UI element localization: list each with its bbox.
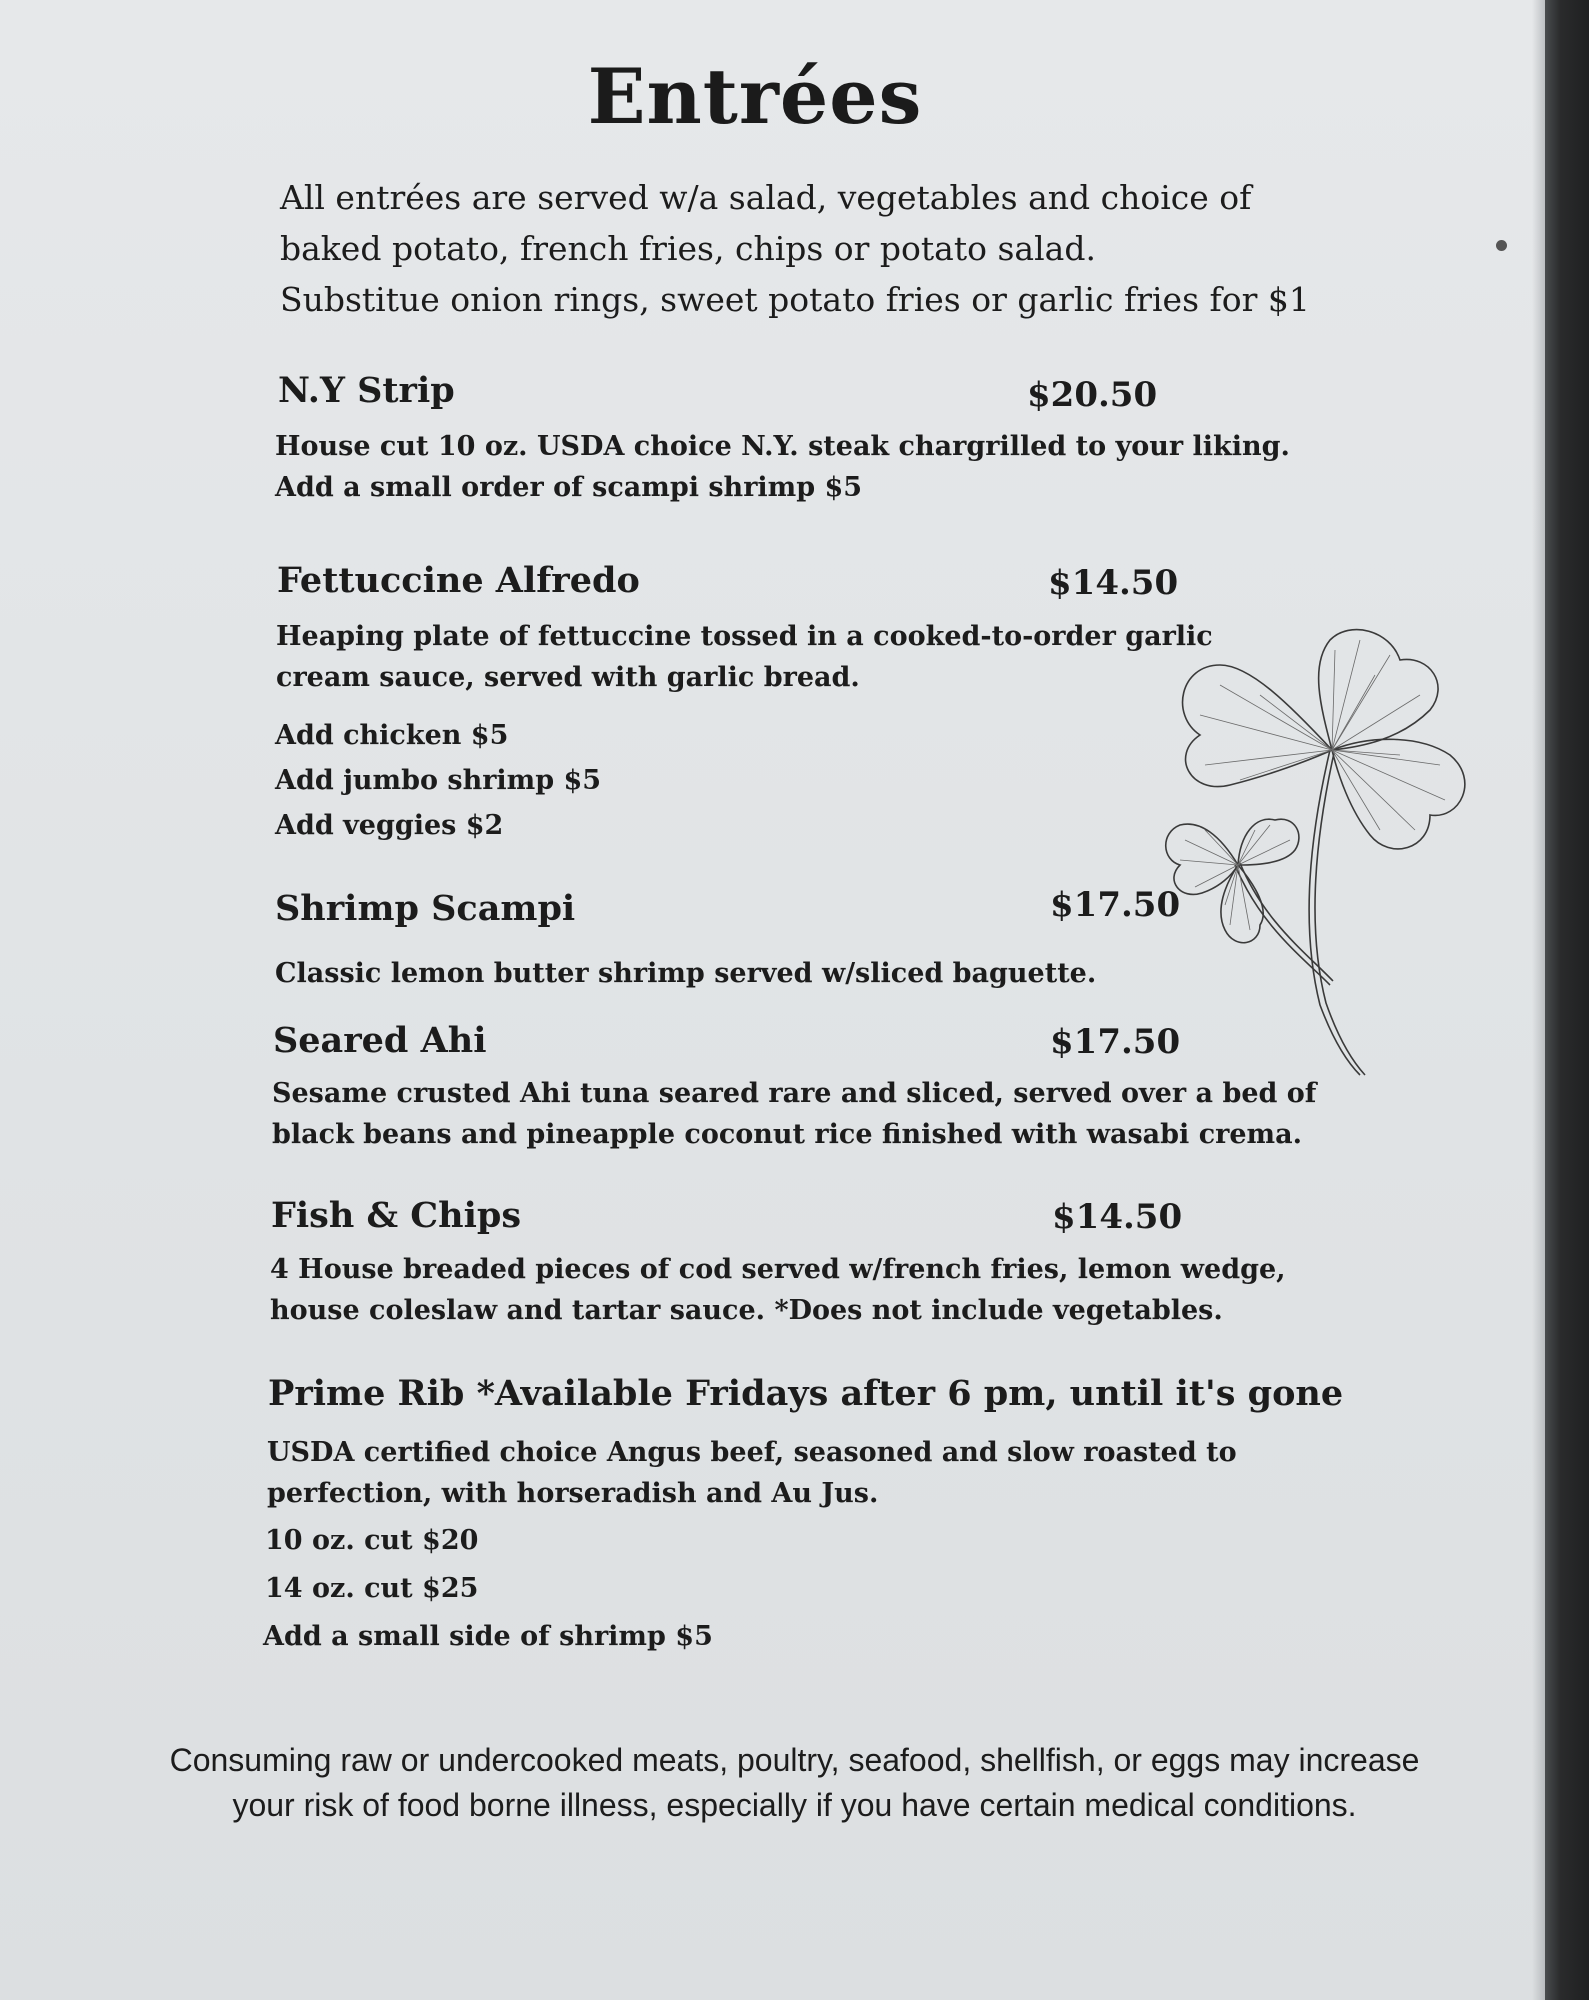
desc-line: house coleslaw and tartar sauce. *Does not include vegetables. [270,1295,1223,1326]
clover-illustration-icon [1160,625,1480,1085]
intro-text [280,172,1310,325]
desc-line: Add a small order of scampi shrimp $5 [275,472,863,503]
item-price-seared-ahi: $17.50 [1050,1022,1181,1062]
disclaimer-line: Consuming raw or undercooked meats, poultry, seafood, shellfish, or eggs may increase [169,1742,1420,1778]
item-price-shrimp-scampi: $17.50 [1050,885,1181,925]
disclaimer-line: your risk of food borne illness, especially if you have certain medical conditions. [232,1787,1357,1823]
addon-10oz-cut: 10 oz. cut $20 [265,1525,479,1556]
item-desc-fish-and-chips [270,1249,1286,1331]
menu-binder [1545,0,1589,2000]
item-name-shrimp-scampi: Shrimp Scampi [275,888,576,929]
desc-line: Classic lemon butter shrimp served w/sliced baguette. [275,958,1097,989]
food-safety-disclaimer [0,1738,1589,1828]
intro-line: All entrées are served w/a salad, vegetables and choice of [280,178,1252,217]
item-name-seared-ahi: Seared Ahi [273,1020,487,1061]
item-desc-prime-rib [267,1432,1237,1514]
item-desc-seared-ahi [272,1073,1316,1155]
item-desc-ny-strip [275,426,1290,508]
desc-line: Sesame crusted Ahi tuna seared rare and sliced, served over a bed of [272,1078,1317,1109]
intro-line: Substitue onion rings, sweet potato fries or garlic fries for $1 [280,280,1310,319]
desc-line: black beans and pineapple coconut rice finished with wasabi crema. [272,1119,1303,1150]
binder-rivet [1496,240,1507,251]
item-name-fish-and-chips: Fish & Chips [271,1195,522,1236]
item-name-ny-strip: N.Y Strip [278,370,455,411]
addon-chicken: Add chicken $5 [275,720,509,751]
item-name-prime-rib: Prime Rib *Available Fridays after 6 pm, until it's gone [268,1373,1344,1414]
desc-line: House cut 10 oz. USDA choice N.Y. steak chargrilled to your liking. [275,431,1290,462]
desc-line: 4 House breaded pieces of cod served w/french fries, lemon wedge, [270,1254,1286,1285]
addon-veggies: Add veggies $2 [275,810,504,841]
page-edge-shadow [1532,0,1546,2000]
desc-line: Heaping plate of fettuccine tossed in a cooked-to-order garlic [276,621,1213,652]
item-desc-shrimp-scampi [275,953,1096,994]
item-price-fish-and-chips: $14.50 [1052,1197,1183,1237]
desc-line: perfection, with horseradish and Au Jus. [267,1478,879,1509]
addon-small-side-shrimp: Add a small side of shrimp $5 [263,1621,713,1652]
item-price-ny-strip: $20.50 [1027,375,1158,415]
intro-line: baked potato, french fries, chips or potato salad. [280,229,1096,268]
page-title: Entrées [587,52,923,141]
desc-line: USDA certified choice Angus beef, seasoned and slow roasted to [267,1437,1237,1468]
item-price-fettuccine-alfredo: $14.50 [1048,563,1179,603]
item-name-fettuccine-alfredo: Fettuccine Alfredo [277,560,640,601]
addon-jumbo-shrimp: Add jumbo shrimp $5 [275,765,602,796]
item-desc-fettuccine-alfredo [276,616,1213,698]
desc-line: cream sauce, served with garlic bread. [276,662,860,693]
addon-14oz-cut: 14 oz. cut $25 [265,1573,479,1604]
